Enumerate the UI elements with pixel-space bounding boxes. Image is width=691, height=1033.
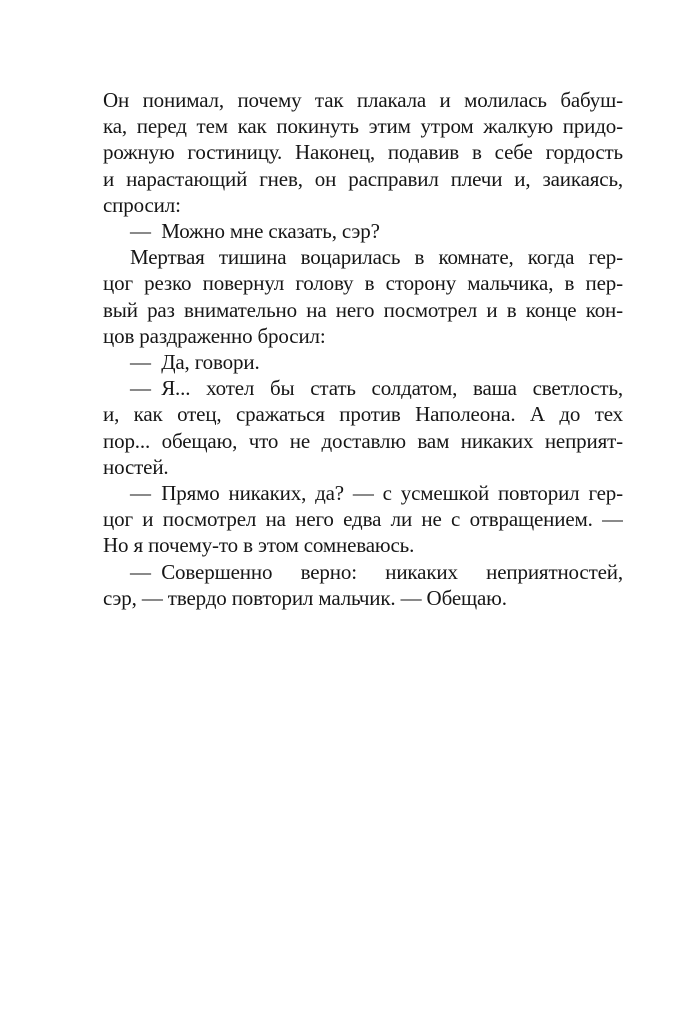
text-line: вый раз внимательно на него посмотрел и в конце кон- (103, 297, 623, 322)
text-line: цог резко повернул голову в сторону мальчика, в пер- (103, 271, 623, 296)
text-line: ка, перед тем как покинуть этим утром жалкую придо- (103, 114, 623, 139)
paragraph (103, 244, 623, 349)
paragraph (103, 559, 623, 611)
paragraph (103, 375, 623, 480)
text-line: Но я почему-то в этом сомневаюсь. (103, 533, 415, 558)
text-line: сэр, — твердо повторил мальчик. — Обещаю. (103, 585, 507, 610)
text-line: цог и посмотрел на него едва ли не с отвращением. — (103, 507, 623, 532)
paragraph (103, 218, 623, 244)
paragraph (103, 349, 623, 375)
paragraph (103, 480, 623, 559)
text-line: — Прямо никаких, да? — с усмешкой повторил гер- (130, 481, 623, 506)
text-line: ностей. (103, 454, 169, 479)
text-line: и нарастающий гнев, он расправил плечи и, заикаясь, (103, 166, 623, 191)
text-line: Он понимал, почему так плакала и молилась бабуш- (103, 88, 623, 112)
text-line: — Совершенно верно: никаких неприятностей, (130, 559, 623, 584)
text-line: — Можно мне сказать, сэр? (130, 219, 380, 244)
page-text-block (103, 87, 623, 611)
text-line: и, как отец, сражаться против Наполеона. А до тех (103, 402, 623, 427)
text-line: — Я... хотел бы стать солдатом, ваша светлость, (130, 376, 623, 401)
text-line: Мертвая тишина воцарилась в комнате, когда гер- (130, 245, 623, 270)
text-line: спросил: (103, 192, 181, 217)
text-line: рожную гостиницу. Наконец, подавив в себе гордость (103, 140, 623, 165)
text-line: цов раздраженно бросил: (103, 323, 326, 348)
text-line: — Да, говори. (130, 350, 260, 375)
paragraph (103, 87, 623, 218)
text-line: пор... обещаю, что не доставлю вам никаких неприят- (103, 428, 623, 453)
